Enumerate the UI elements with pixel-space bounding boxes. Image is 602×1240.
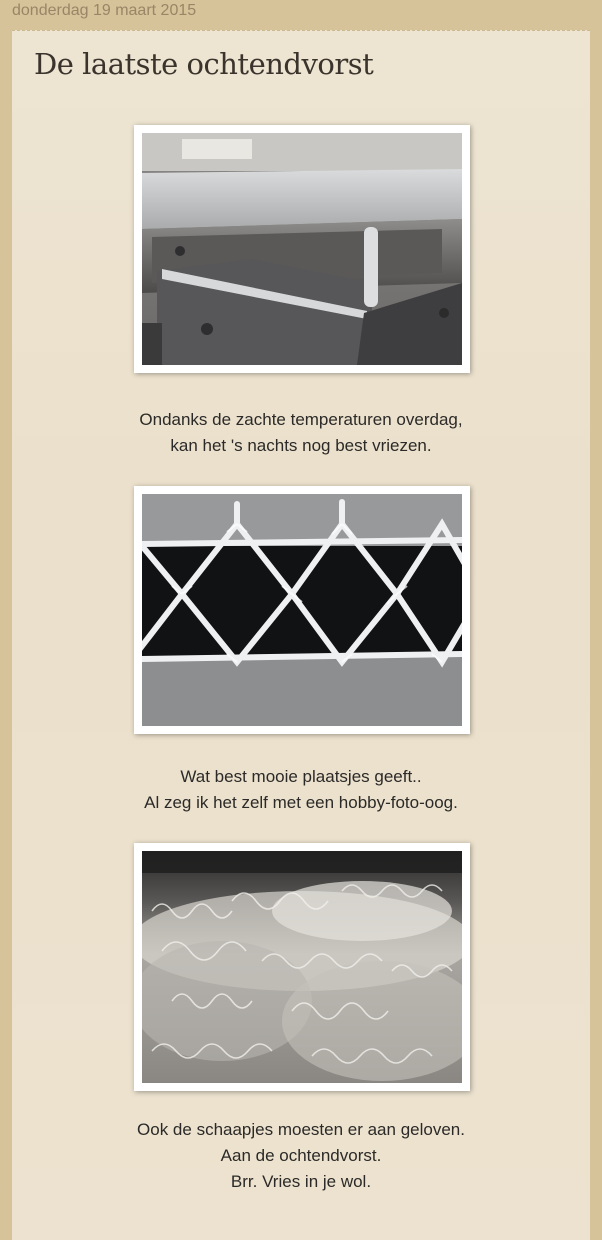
blog-post bbox=[12, 30, 590, 1240]
frosted-wool-image bbox=[142, 851, 462, 1083]
photo-frosted-hinge[interactable] bbox=[134, 125, 470, 373]
frosted-fence-image bbox=[142, 494, 462, 726]
photo-caption: Wat best mooie plaatsjes geeft.. Al zeg ik het zelf met een hobby-foto-oog. bbox=[144, 767, 458, 812]
photo-caption: Ondanks de zachte temperaturen overdag, kan het 's nachts nog best vriezen. bbox=[139, 410, 463, 455]
photo-frosted-wool[interactable] bbox=[134, 843, 470, 1091]
photo-frosted-fence[interactable] bbox=[134, 486, 470, 734]
post-title[interactable]: De laatste ochtendvorst bbox=[34, 47, 374, 81]
photo-caption: Ook de schaapjes moesten er aan geloven. Aan de ochtendvorst. Brr. Vries in je wol. bbox=[137, 1120, 465, 1191]
frosted-hinge-image bbox=[142, 133, 462, 365]
post-date-header: donderdag 19 maart 2015 bbox=[12, 2, 197, 19]
